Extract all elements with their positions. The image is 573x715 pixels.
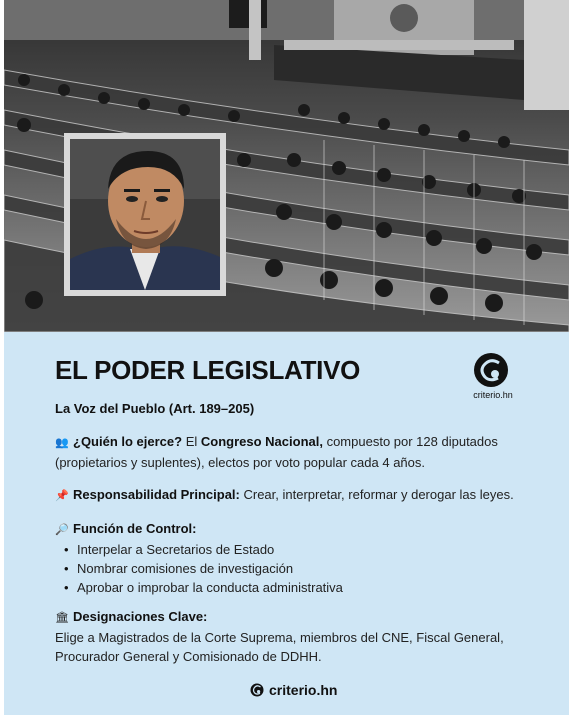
control-list	[55, 540, 535, 597]
section-quien	[55, 432, 535, 472]
footer-text: criterio.hn	[269, 682, 338, 698]
building-icon: 🏛	[55, 612, 69, 624]
pushpin-icon: 📌	[55, 490, 69, 502]
people-icon: 👥	[55, 437, 69, 449]
designaciones-label: Designaciones Clave:	[73, 609, 208, 624]
list-item: • Aprobar o improbar la conducta administrativa	[77, 578, 535, 597]
congreso-name: Congreso Nacional,	[200, 434, 323, 449]
congress-chamber-photo	[4, 0, 569, 332]
brand-logo[interactable]	[463, 352, 523, 400]
magnifier-icon: 🔎	[55, 524, 69, 536]
legislator-portrait	[70, 139, 220, 290]
list-item: • Interpelar a Secretarios de Estado	[77, 540, 535, 559]
portrait-frame	[64, 133, 226, 296]
page-subtitle: La Voz del Pueblo (Art. 189–205)	[55, 401, 255, 416]
designaciones-text: Elige a Magistrados de la Corte Suprema, miembros del CNE, Fiscal General, Procurador General y Comisionado de DDHH.	[55, 630, 504, 664]
responsabilidad-text: Crear, interpretar, reformar y derogar las leyes.	[239, 487, 514, 502]
section-designaciones	[55, 607, 555, 666]
quien-question: ¿Quién lo ejerce?	[73, 434, 183, 449]
page-title: EL PODER LEGISLATIVO	[55, 355, 361, 385]
footer-brand[interactable]	[250, 680, 337, 700]
list-item: • Nombrar comisiones de investigación	[77, 559, 535, 578]
quien-text-a: El	[182, 434, 201, 449]
logo-text: criterio.hn	[473, 390, 513, 400]
responsabilidad-label: Responsabilidad Principal:	[73, 487, 240, 502]
control-label: Función de Control:	[73, 521, 197, 536]
quien-text-b: compuesto por 128 diputados (propietarios y suplentes), electos por voto popular cada 4 años.	[55, 434, 498, 470]
section-responsabilidad	[55, 485, 545, 506]
section-control	[55, 519, 535, 597]
infographic-card	[4, 0, 569, 715]
criterio-logo-icon	[473, 352, 509, 388]
criterio-logo-icon	[250, 683, 264, 697]
